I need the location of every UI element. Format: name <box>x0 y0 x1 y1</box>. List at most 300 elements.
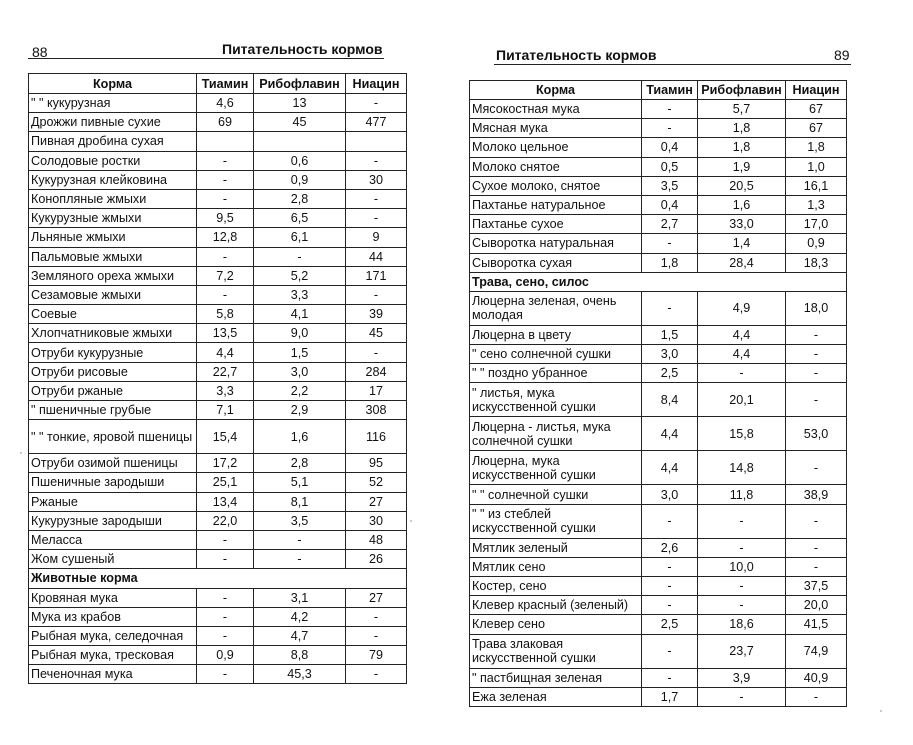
section-title: Животные корма <box>29 569 407 588</box>
feed-name-cell: Пахтанье натуральное <box>470 195 642 214</box>
niacin-cell: 30 <box>346 511 407 530</box>
table-row <box>29 530 407 549</box>
feed-name-cell: " " поздно убранное <box>470 364 642 383</box>
niacin-cell: - <box>786 557 847 576</box>
header-riboflavin: Рибофлавин <box>698 81 786 100</box>
riboflavin-cell: - <box>698 687 786 706</box>
scan-speck <box>410 520 412 522</box>
thiamine-cell: 3,5 <box>642 176 698 195</box>
thiamine-cell: 7,1 <box>197 401 254 420</box>
table-row <box>470 195 847 214</box>
riboflavin-cell: 33,0 <box>698 215 786 234</box>
riboflavin-cell: 20,1 <box>698 383 786 417</box>
niacin-cell: - <box>346 94 407 113</box>
thiamine-cell: 13,4 <box>197 492 254 511</box>
riboflavin-cell: 14,8 <box>698 451 786 485</box>
table-row <box>470 634 847 668</box>
table-row <box>470 417 847 451</box>
table-row <box>470 364 847 383</box>
niacin-cell: - <box>786 325 847 344</box>
riboflavin-cell: 4,1 <box>254 305 346 324</box>
niacin-cell: 1,3 <box>786 195 847 214</box>
thiamine-cell: 2,5 <box>642 364 698 383</box>
scan-speck <box>20 452 22 454</box>
table-row <box>29 607 407 626</box>
niacin-cell: 41,5 <box>786 615 847 634</box>
table-row <box>29 285 407 304</box>
riboflavin-cell: - <box>698 504 786 538</box>
niacin-cell: 171 <box>346 266 407 285</box>
niacin-cell: 30 <box>346 170 407 189</box>
riboflavin-cell: 4,9 <box>698 291 786 325</box>
table-row <box>29 113 407 132</box>
table-row <box>470 100 847 119</box>
feed-name-cell: " " кукурузная <box>29 94 197 113</box>
feed-name-cell: Отруби рисовые <box>29 362 197 381</box>
thiamine-cell: - <box>197 285 254 304</box>
niacin-cell: - <box>346 665 407 684</box>
niacin-cell: - <box>786 451 847 485</box>
table-row <box>470 577 847 596</box>
riboflavin-cell: 15,8 <box>698 417 786 451</box>
niacin-cell: - <box>786 345 847 364</box>
riboflavin-cell: 8,8 <box>254 646 346 665</box>
table-row <box>29 588 407 607</box>
feed-name-cell: " листья, мука искусственной сушки <box>470 383 642 417</box>
feed-name-cell: Кровяная мука <box>29 588 197 607</box>
table-header-row <box>29 74 407 94</box>
table-row <box>29 646 407 665</box>
riboflavin-cell: 3,1 <box>254 588 346 607</box>
niacin-cell: - <box>786 538 847 557</box>
thiamine-cell: 9,5 <box>197 209 254 228</box>
thiamine-cell: 3,0 <box>642 345 698 364</box>
niacin-cell: - <box>346 626 407 645</box>
table-row <box>470 504 847 538</box>
table-row <box>470 138 847 157</box>
table-row <box>29 626 407 645</box>
niacin-cell: 308 <box>346 401 407 420</box>
niacin-cell: 48 <box>346 530 407 549</box>
thiamine-cell: - <box>197 170 254 189</box>
table-row <box>29 94 407 113</box>
thiamine-cell: 0,5 <box>642 157 698 176</box>
feed-name-cell: Сезамовые жмыхи <box>29 285 197 304</box>
riboflavin-cell: 3,3 <box>254 285 346 304</box>
feed-name-cell: Кукурузная клейковина <box>29 170 197 189</box>
feed-name-cell: Мука из крабов <box>29 607 197 626</box>
thiamine-cell: - <box>197 665 254 684</box>
table-row <box>470 253 847 272</box>
feed-name-cell: " " из стеблей искусственной сушки <box>470 504 642 538</box>
thiamine-cell: - <box>642 234 698 253</box>
table-row <box>29 473 407 492</box>
table-row <box>29 343 407 362</box>
feed-name-cell: Пивная дробина сухая <box>29 132 197 151</box>
thiamine-cell: - <box>642 634 698 668</box>
riboflavin-cell: 4,2 <box>254 607 346 626</box>
feed-name-cell: Костер, сено <box>470 577 642 596</box>
niacin-cell: - <box>346 189 407 208</box>
riboflavin-cell: - <box>254 550 346 569</box>
table-row <box>470 615 847 634</box>
table-row <box>470 687 847 706</box>
riboflavin-cell: 1,6 <box>254 420 346 454</box>
riboflavin-cell: 23,7 <box>698 634 786 668</box>
running-title: Питательность кормов <box>496 47 657 63</box>
riboflavin-cell: 1,9 <box>698 157 786 176</box>
feed-name-cell: Сыворотка натуральная <box>470 234 642 253</box>
riboflavin-cell: 4,4 <box>698 345 786 364</box>
thiamine-cell: 2,7 <box>642 215 698 234</box>
feed-name-cell: Люцерна в цвету <box>470 325 642 344</box>
table-row <box>29 266 407 285</box>
table-row <box>470 325 847 344</box>
riboflavin-cell: 9,0 <box>254 324 346 343</box>
section-row <box>29 569 407 588</box>
feed-name-cell: Ржаные <box>29 492 197 511</box>
niacin-cell: 16,1 <box>786 176 847 195</box>
riboflavin-cell: - <box>698 538 786 557</box>
feed-name-cell: Мясная мука <box>470 119 642 138</box>
niacin-cell: 67 <box>786 100 847 119</box>
riboflavin-cell: 5,2 <box>254 266 346 285</box>
table-row <box>470 215 847 234</box>
riboflavin-cell: 0,6 <box>254 151 346 170</box>
table-row <box>29 362 407 381</box>
header-niacin: Ниацин <box>786 81 847 100</box>
riboflavin-cell: 5,7 <box>698 100 786 119</box>
feed-name-cell: Пшеничные зародыши <box>29 473 197 492</box>
riboflavin-cell: 1,4 <box>698 234 786 253</box>
table-row <box>470 234 847 253</box>
feed-name-cell: Мясокостная мука <box>470 100 642 119</box>
thiamine-cell: 1,5 <box>642 325 698 344</box>
niacin-cell: 477 <box>346 113 407 132</box>
table-row <box>29 151 407 170</box>
niacin-cell: 27 <box>346 588 407 607</box>
thiamine-cell: - <box>642 504 698 538</box>
table-row <box>29 511 407 530</box>
thiamine-cell: 13,5 <box>197 324 254 343</box>
niacin-cell: 38,9 <box>786 485 847 504</box>
niacin-cell <box>346 132 407 151</box>
niacin-cell: - <box>346 285 407 304</box>
riboflavin-cell: 6,5 <box>254 209 346 228</box>
table-row <box>29 132 407 151</box>
thiamine-cell: 8,4 <box>642 383 698 417</box>
riboflavin-cell: 1,8 <box>698 138 786 157</box>
riboflavin-cell: 1,8 <box>698 119 786 138</box>
table-row <box>29 170 407 189</box>
table-row <box>470 485 847 504</box>
feed-name-cell: Пахтанье сухое <box>470 215 642 234</box>
header-thiamine: Тиамин <box>642 81 698 100</box>
table-row <box>29 401 407 420</box>
niacin-cell: 74,9 <box>786 634 847 668</box>
niacin-cell: 67 <box>786 119 847 138</box>
thiamine-cell: - <box>642 291 698 325</box>
niacin-cell: 26 <box>346 550 407 569</box>
feed-name-cell: Рыбная мука, селедочная <box>29 626 197 645</box>
thiamine-cell: - <box>642 100 698 119</box>
niacin-cell: - <box>786 383 847 417</box>
riboflavin-cell: 4,4 <box>698 325 786 344</box>
feed-name-cell: Соевые <box>29 305 197 324</box>
niacin-cell: 0,9 <box>786 234 847 253</box>
feed-name-cell: " " солнечной сушки <box>470 485 642 504</box>
thiamine-cell: 2,5 <box>642 615 698 634</box>
riboflavin-cell: 18,6 <box>698 615 786 634</box>
feed-name-cell: Люцерна - листья, мука солнечной сушки <box>470 417 642 451</box>
header-feed: Корма <box>470 81 642 100</box>
feed-name-cell: Кукурузные зародыши <box>29 511 197 530</box>
feed-name-cell: Клевер сено <box>470 615 642 634</box>
thiamine-cell: 1,8 <box>642 253 698 272</box>
thiamine-cell: 4,4 <box>197 343 254 362</box>
table-row <box>470 291 847 325</box>
thiamine-cell: 12,8 <box>197 228 254 247</box>
riboflavin-cell: 1,5 <box>254 343 346 362</box>
feed-name-cell: Отруби озимой пшеницы <box>29 454 197 473</box>
thiamine-cell: - <box>197 530 254 549</box>
niacin-cell: 18,0 <box>786 291 847 325</box>
niacin-cell: 116 <box>346 420 407 454</box>
thiamine-cell: - <box>197 189 254 208</box>
table-row <box>470 538 847 557</box>
feed-name-cell: Сухое молоко, снятое <box>470 176 642 195</box>
table-row <box>29 247 407 266</box>
niacin-cell: 284 <box>346 362 407 381</box>
table-row <box>470 383 847 417</box>
thiamine-cell: 4,4 <box>642 417 698 451</box>
thiamine-cell: 0,4 <box>642 138 698 157</box>
riboflavin-cell: 5,1 <box>254 473 346 492</box>
niacin-cell: - <box>786 364 847 383</box>
niacin-cell: 1,8 <box>786 138 847 157</box>
table-row <box>29 228 407 247</box>
feed-name-cell: " пастбищная зеленая <box>470 668 642 687</box>
feed-name-cell: Ежа зеленая <box>470 687 642 706</box>
niacin-cell: 27 <box>346 492 407 511</box>
feed-table-right <box>469 80 847 707</box>
feed-name-cell: Мятлик сено <box>470 557 642 576</box>
feed-name-cell: Печеночная мука <box>29 665 197 684</box>
feed-name-cell: Кукурузные жмыхи <box>29 209 197 228</box>
niacin-cell: 79 <box>346 646 407 665</box>
thiamine-cell: 7,2 <box>197 266 254 285</box>
riboflavin-cell <box>254 132 346 151</box>
table-row <box>29 305 407 324</box>
thiamine-cell: 1,7 <box>642 687 698 706</box>
niacin-cell: 37,5 <box>786 577 847 596</box>
thiamine-cell: 2,6 <box>642 538 698 557</box>
feed-name-cell: Солодовые ростки <box>29 151 197 170</box>
table-row <box>470 451 847 485</box>
header-rule <box>28 58 384 59</box>
feed-name-cell: Земляного ореха жмыхи <box>29 266 197 285</box>
thiamine-cell: 3,0 <box>642 485 698 504</box>
page-number: 88 <box>32 44 48 60</box>
header-riboflavin: Рибофлавин <box>254 74 346 94</box>
feed-name-cell: " пшеничные грубые <box>29 401 197 420</box>
thiamine-cell: - <box>642 668 698 687</box>
riboflavin-cell: 11,8 <box>698 485 786 504</box>
scan-speck <box>880 710 882 712</box>
niacin-cell: - <box>346 343 407 362</box>
feed-name-cell: Люцерна, мука искусственной сушки <box>470 451 642 485</box>
riboflavin-cell: - <box>698 364 786 383</box>
feed-name-cell: " сено солнечной сушки <box>470 345 642 364</box>
header-rule <box>494 64 851 65</box>
riboflavin-cell: 3,0 <box>254 362 346 381</box>
riboflavin-cell: 2,2 <box>254 381 346 400</box>
table-row <box>470 176 847 195</box>
riboflavin-cell: 13 <box>254 94 346 113</box>
feed-name-cell: Сыворотка сухая <box>470 253 642 272</box>
thiamine-cell: 0,4 <box>642 195 698 214</box>
riboflavin-cell: 0,9 <box>254 170 346 189</box>
header-thiamine: Тиамин <box>197 74 254 94</box>
feed-name-cell: " " тонкие, яровой пшеницы <box>29 420 197 454</box>
table-row <box>29 550 407 569</box>
table-row <box>470 157 847 176</box>
feed-name-cell: Молоко цельное <box>470 138 642 157</box>
thiamine-cell: 4,4 <box>642 451 698 485</box>
feed-name-cell: Жом сушеный <box>29 550 197 569</box>
feed-name-cell: Мятлик зеленый <box>470 538 642 557</box>
section-title: Трава, сено, силос <box>470 272 847 291</box>
thiamine-cell: - <box>642 577 698 596</box>
feed-name-cell: Отруби ржаные <box>29 381 197 400</box>
riboflavin-cell: 3,5 <box>254 511 346 530</box>
niacin-cell: 1,0 <box>786 157 847 176</box>
thiamine-cell: 22,0 <box>197 511 254 530</box>
table-row <box>470 668 847 687</box>
thiamine-cell: - <box>197 588 254 607</box>
niacin-cell: 20,0 <box>786 596 847 615</box>
niacin-cell: - <box>346 151 407 170</box>
niacin-cell: 95 <box>346 454 407 473</box>
niacin-cell: 17,0 <box>786 215 847 234</box>
table-row <box>29 665 407 684</box>
thiamine-cell: 17,2 <box>197 454 254 473</box>
riboflavin-cell: - <box>698 577 786 596</box>
thiamine-cell: 15,4 <box>197 420 254 454</box>
table-header-row <box>470 81 847 100</box>
riboflavin-cell: 6,1 <box>254 228 346 247</box>
feed-name-cell: Клевер красный (зеленый) <box>470 596 642 615</box>
thiamine-cell: 22,7 <box>197 362 254 381</box>
riboflavin-cell: 1,6 <box>698 195 786 214</box>
riboflavin-cell: - <box>254 247 346 266</box>
riboflavin-cell: - <box>698 596 786 615</box>
thiamine-cell: - <box>197 151 254 170</box>
niacin-cell: 53,0 <box>786 417 847 451</box>
thiamine-cell: - <box>642 596 698 615</box>
running-title: Питательность кормов <box>222 41 383 57</box>
thiamine-cell <box>197 132 254 151</box>
niacin-cell: - <box>346 607 407 626</box>
niacin-cell: - <box>346 209 407 228</box>
thiamine-cell: - <box>642 119 698 138</box>
riboflavin-cell: 45,3 <box>254 665 346 684</box>
thiamine-cell: - <box>642 557 698 576</box>
riboflavin-cell: - <box>254 530 346 549</box>
riboflavin-cell: 28,4 <box>698 253 786 272</box>
feed-name-cell: Пальмовые жмыхи <box>29 247 197 266</box>
niacin-cell: 44 <box>346 247 407 266</box>
table-row <box>470 596 847 615</box>
thiamine-cell: - <box>197 626 254 645</box>
table-row <box>29 209 407 228</box>
riboflavin-cell: 8,1 <box>254 492 346 511</box>
thiamine-cell: 0,9 <box>197 646 254 665</box>
table-row <box>29 492 407 511</box>
niacin-cell: - <box>786 687 847 706</box>
niacin-cell: 45 <box>346 324 407 343</box>
header-niacin: Ниацин <box>346 74 407 94</box>
table-row <box>470 345 847 364</box>
table-row <box>29 381 407 400</box>
riboflavin-cell: 20,5 <box>698 176 786 195</box>
niacin-cell: 40,9 <box>786 668 847 687</box>
feed-table-left <box>28 73 407 684</box>
niacin-cell: - <box>786 504 847 538</box>
riboflavin-cell: 4,7 <box>254 626 346 645</box>
feed-name-cell: Рыбная мука, тресковая <box>29 646 197 665</box>
header-feed: Корма <box>29 74 197 94</box>
table-row <box>470 119 847 138</box>
riboflavin-cell: 2,8 <box>254 454 346 473</box>
thiamine-cell: 25,1 <box>197 473 254 492</box>
riboflavin-cell: 45 <box>254 113 346 132</box>
page-number: 89 <box>834 47 850 63</box>
table-row <box>470 557 847 576</box>
table-row <box>29 324 407 343</box>
thiamine-cell: - <box>197 607 254 626</box>
niacin-cell: 52 <box>346 473 407 492</box>
feed-name-cell: Люцерна зеленая, очень молодая <box>470 291 642 325</box>
niacin-cell: 18,3 <box>786 253 847 272</box>
section-row <box>470 272 847 291</box>
table-row <box>29 189 407 208</box>
riboflavin-cell: 2,8 <box>254 189 346 208</box>
thiamine-cell: 4,6 <box>197 94 254 113</box>
feed-name-cell: Дрожжи пивные сухие <box>29 113 197 132</box>
thiamine-cell: - <box>197 247 254 266</box>
niacin-cell: 39 <box>346 305 407 324</box>
feed-name-cell: Льняные жмыхи <box>29 228 197 247</box>
thiamine-cell: 5,8 <box>197 305 254 324</box>
niacin-cell: 9 <box>346 228 407 247</box>
riboflavin-cell: 10,0 <box>698 557 786 576</box>
niacin-cell: 17 <box>346 381 407 400</box>
riboflavin-cell: 2,9 <box>254 401 346 420</box>
thiamine-cell: - <box>197 550 254 569</box>
feed-name-cell: Молоко снятое <box>470 157 642 176</box>
thiamine-cell: 3,3 <box>197 381 254 400</box>
table-row <box>29 420 407 454</box>
feed-name-cell: Отруби кукурузные <box>29 343 197 362</box>
table-row <box>29 454 407 473</box>
feed-name-cell: Меласса <box>29 530 197 549</box>
feed-name-cell: Трава злаковая искусственной сушки <box>470 634 642 668</box>
riboflavin-cell: 3,9 <box>698 668 786 687</box>
feed-name-cell: Хлопчатниковые жмыхи <box>29 324 197 343</box>
thiamine-cell: 69 <box>197 113 254 132</box>
feed-name-cell: Конопляные жмыхи <box>29 189 197 208</box>
